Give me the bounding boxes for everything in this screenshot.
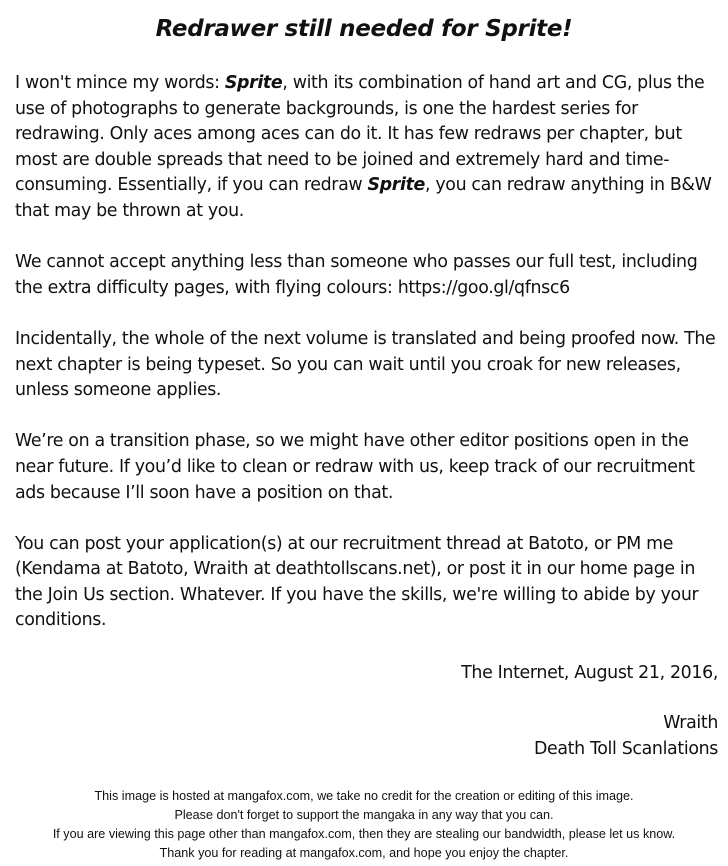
hosting-notice-line: If you are viewing this page other than mangafox.com, then they are stealing our bandwidth, please let us know. (52, 827, 676, 841)
paragraph-transition: We’re on a transition phase, so we might have other editor positions open in the near future. If you’d like to clean or redraw with us, keep track of our recruitment ads because I’ll soon have a position on that. (15, 431, 695, 503)
signoff-name: Wraith (663, 713, 718, 733)
paragraph-intro (15, 71, 723, 225)
hosting-notice-line: Please don't forget to support the mangaka in any way that you can. (174, 808, 554, 822)
hosting-notice-line: This image is hosted at mangafox.com, we take no credit for the creation or editing of this image. (94, 789, 634, 803)
paragraph-text: , with its combination of hand art and CG, plus the use of photographs to generate backgrounds, is one the hardest series for redrawing. Only aces among aces can do it. It has few redraws per chapter, but most are double spreads that need to be joined and extremely hard and time-consuming. Essentially, if you can redraw (15, 73, 705, 196)
signoff-date: The Internet, August 21, 2016, (461, 663, 718, 683)
paragraph-test-requirement: We cannot accept anything less than someone who passes our full test, including the extra difficulty pages, with flying colours: https://goo.gl/qfnsc6 (15, 252, 698, 298)
page-title: Redrawer still needed for Sprite! (155, 16, 573, 42)
hosting-notice-line: Thank you for reading at mangafox.com, and hope you enjoy the chapter. (159, 846, 569, 860)
emphasized-series-name: Sprite (367, 175, 425, 196)
emphasized-series-name: Sprite (224, 73, 283, 93)
announcement-body (15, 71, 723, 660)
paragraph-status: Incidentally, the whole of the next volume is translated and being proofed now. The next chapter is being typeset. So you can wait until you croak for new releases, unless someone applies. (15, 328, 716, 401)
paragraph-application: You can post your application(s) at our recruitment thread at Batoto, or PM me (Kendama at Batoto, Wraith at deathtollscans.net), or post it in our home page in the Join Us section. Whatever. If you have the skills, we're willing to abide by your conditions. (15, 533, 699, 631)
signoff-group: Death Toll Scanlations (533, 739, 718, 759)
paragraph-text: I won't mince my words: (15, 73, 225, 93)
hosting-notice (0, 787, 728, 863)
paragraph-text: , you can redraw anything in B&W that may be thrown at you. (15, 175, 712, 221)
